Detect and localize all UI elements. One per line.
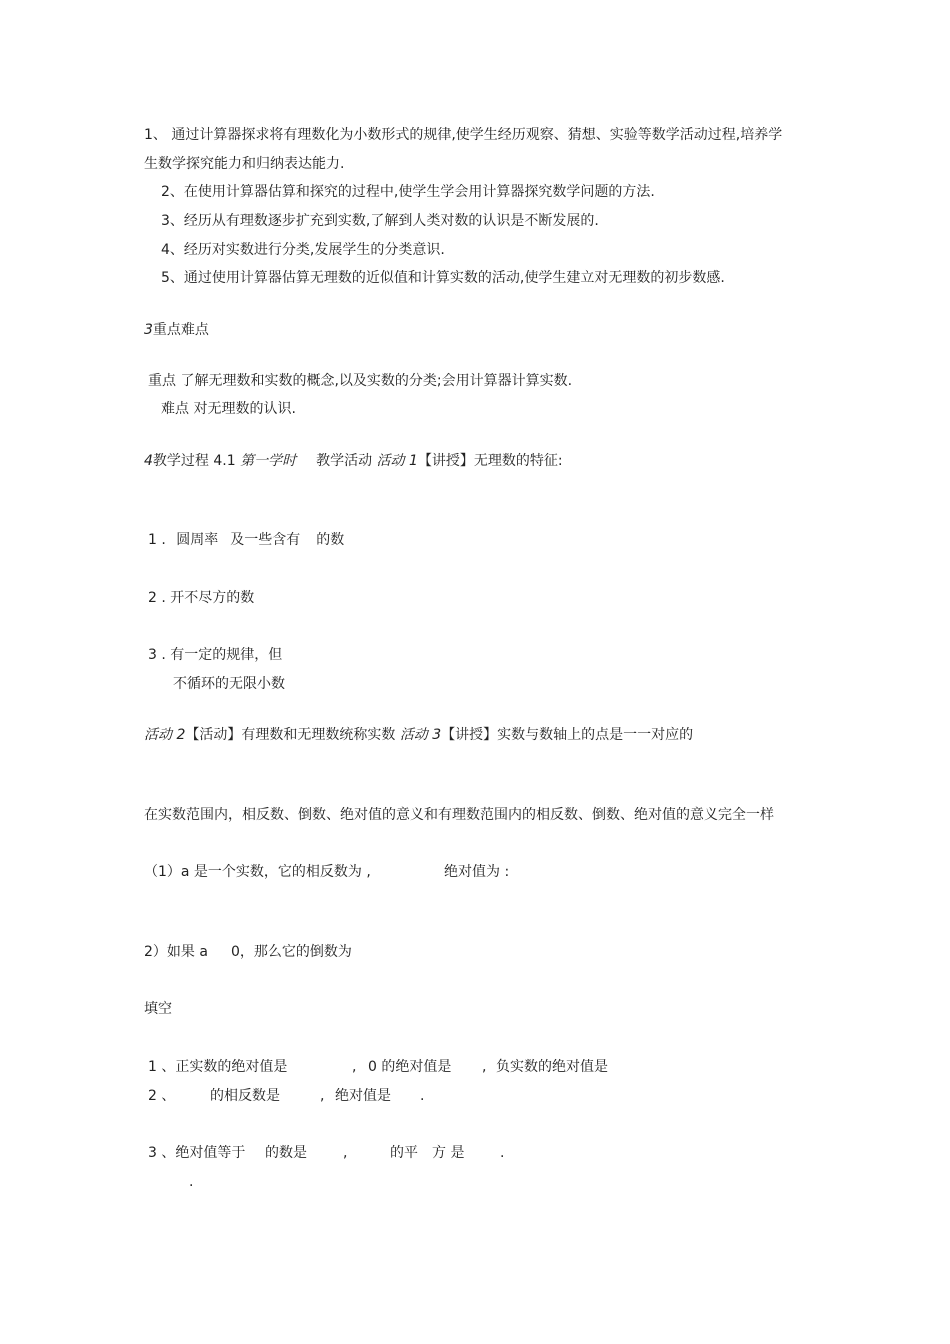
teaching-activity: 教学活动 [316, 453, 377, 469]
fill-title: 填空 [144, 1001, 172, 1017]
item-2-b: 0，那么它的倒数为 [231, 944, 352, 960]
section-4-heading [144, 451, 563, 471]
q2-b: 的相反数是 [210, 1088, 280, 1104]
q1-d: , [482, 1059, 487, 1075]
section-3-title: 重点难点 [152, 322, 209, 338]
feature-1-pi: 圆周率 [176, 532, 219, 548]
objective-3: 3、经历从有理数逐步扩充到实数,了解到人类对数的认识是不断发展的. [161, 213, 599, 229]
activity-1-title: 【讲授】无理数的特征: [417, 453, 563, 469]
q3-e: 方 是 [432, 1145, 465, 1161]
activity-1-label: 活动 1 [376, 453, 418, 469]
feature-1 [148, 530, 344, 550]
q1-a: 1 、正实数的绝对值是 [148, 1059, 288, 1075]
feature-1-containing: 及一些含有 [230, 532, 301, 548]
section-4-process: 教学过程 4.1 [152, 453, 241, 469]
item-1-a: （1）a 是一个实数，它的相反数为 , [144, 864, 371, 880]
q1-e: 负实数的绝对值是 [496, 1059, 608, 1075]
q2-a: 2 、 [148, 1088, 176, 1104]
feature-2: 2 . 开不尽方的数 [148, 590, 255, 606]
q1-c: 0 的绝对值是 [368, 1059, 452, 1075]
difficulty-point: 难点 对无理数的认识. [161, 401, 296, 417]
feature-1-numbers: 的数 [316, 532, 345, 548]
item-1-b: 绝对值为 : [444, 864, 510, 880]
objective-4: 4、经历对实数进行分类,发展学生的分类意识. [161, 242, 445, 258]
q3-a: 3 、绝对值等于 [148, 1145, 246, 1161]
q3-g: . [189, 1174, 194, 1190]
feature-3-line-2: 不循环的无限小数 [173, 676, 285, 692]
q3-f: . [500, 1145, 505, 1161]
activity-3-title: 【讲授】实数与数轴上的点是一一对应的 [441, 727, 694, 743]
objective-5: 5、通过使用计算器估算无理数的近似值和计算实数的活动,使学生建立对无理数的初步数感. [161, 270, 725, 286]
q3-b: 的数是 [265, 1145, 307, 1161]
activities-line [144, 725, 693, 745]
key-point: 重点 了解无理数和实数的概念,以及实数的分类;会用计算器计算实数. [148, 373, 573, 389]
q1-b: , [352, 1059, 357, 1075]
section-4-number: 4 [144, 453, 153, 469]
real-number-range: 在实数范围内，相反数、倒数、绝对值的意义和有理数范围内的相反数、倒数、绝对值的意义完全一样 [144, 807, 774, 823]
objective-2: 2、在使用计算器估算和探究的过程中,使学生学会用计算器探究数学问题的方法. [161, 184, 655, 200]
objective-1-line-2: 生数学探究能力和归纳表达能力. [144, 156, 345, 172]
q3-c: , [343, 1145, 348, 1161]
feature-3-line-1: 3 . 有一定的规律，但 [148, 647, 283, 663]
q2-e: . [420, 1088, 425, 1104]
q3-d: 的平 [390, 1145, 418, 1161]
activity-2-title: 【活动】有理数和无理数统称实数 [185, 727, 400, 743]
section-3-number: 3 [144, 322, 153, 338]
q2-d: 绝对值是 [335, 1088, 391, 1104]
objective-1-line-1: 1、 通过计算器探求将有理数化为小数形式的规律,使学生经历观察、猜想、实验等数学活动过程,培养学 [144, 127, 783, 143]
first-period: 第一学时 [240, 453, 297, 469]
feature-1-number: 1 . [148, 532, 166, 548]
item-2-a: 2）如果 a [144, 944, 208, 960]
q2-c: , [320, 1088, 325, 1104]
activity-3-label: 活动 3 [399, 727, 442, 743]
section-3-heading [144, 320, 209, 340]
activity-2-label: 活动 2 [144, 727, 186, 743]
